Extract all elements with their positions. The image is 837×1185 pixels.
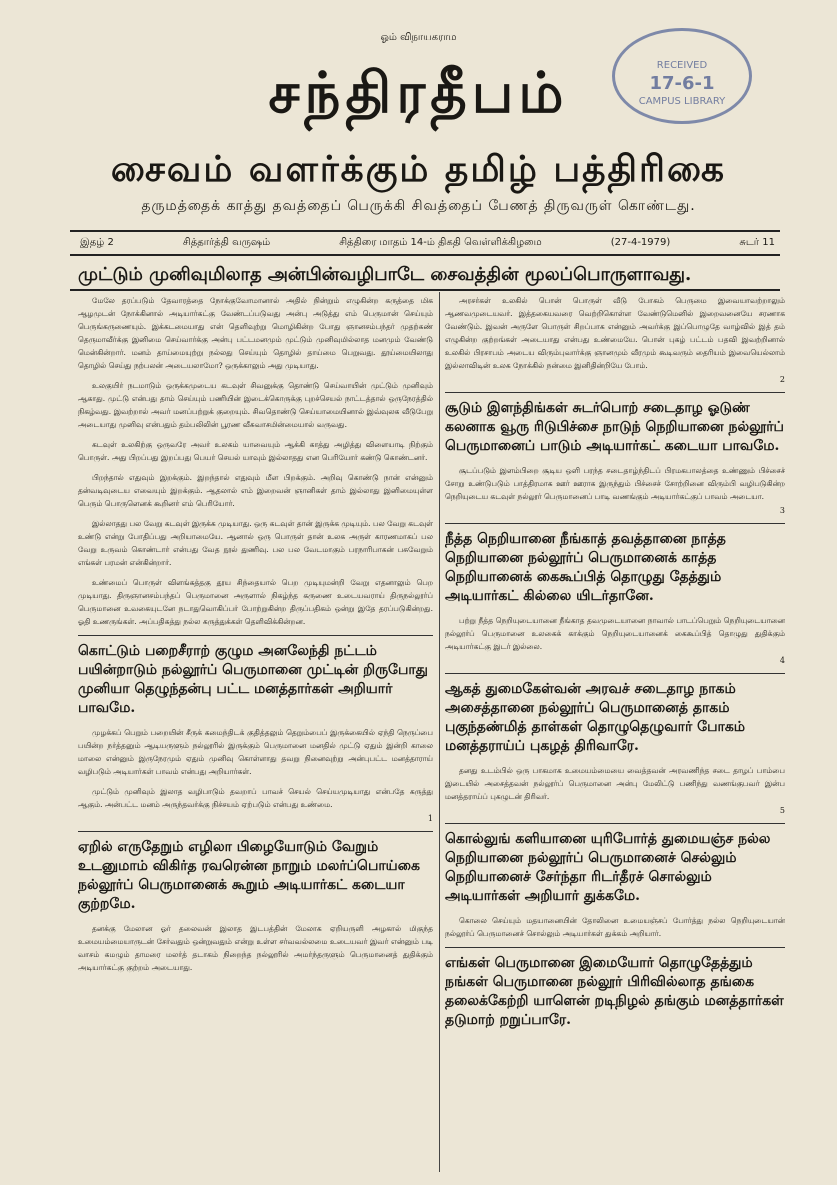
headline-rule (70, 289, 780, 291)
verse-explanation: சூடப்படும் இளம்பிறை சூடிய ஒளி பரந்த சடைதாழ்ந்திடப் பிரமகபாலத்தை உண்ணும் பிச்சைச் சோறு உண்டுபடும் பாத்திரமாக ஊர் ஊராக இருந்தும் பிச்சைச் சோற்றினை விரும்பி வழிபடுகின்ற நெறியுடைய கடவுள் நல்லூர் பெருமானைப் பாடி வணங்கும் அடியார்கட்குப் பாவம் அடையா. (445, 466, 785, 501)
invocation: ஓம் விநாயகராம (380, 32, 457, 43)
verse-heading: எங்கள் பெருமானை இமையோர் தொழுதேத்தும் நங்கள் பெருமானை நல்லூர் பிரிவில்லாத தங்கை தலைக்கேற்றி யாளென் றடிநிழல் தங்கும் மனத்தார்கள் தடுமாற் றறுப்பாரே. (445, 947, 785, 1030)
verse-explanation: கொலை செய்யும் மதயானையின் தோலினை உமையஞ்சப் போர்த்து நல்ல நெறியுடையான் நல்லூர்ப் பெருமானைச் சொல்லும் அடியார்கள் துக்கம் அறியார். (445, 916, 785, 938)
masthead-title: சந்திரதீபம் (268, 60, 569, 126)
top-rule (70, 230, 780, 232)
verse-explanation: தனது உடம்பில் ஒரு பாகமாக உமையம்மையை வைத்தவன் அரவணிந்த சடை தாழப் பாம்பை இடையில் அசைத்தவன் நல்லூர்ப் பெருமானை அன்பு மேலிட்டு பணிந்து வணங்குபவர் இன்ப மனத்தராய்ப் புகழுடன் திரிவர். (445, 766, 785, 801)
verse-number: 4 (779, 656, 785, 665)
verse-number: 2 (779, 375, 785, 384)
left-column (78, 294, 433, 1174)
paragraph: பிறந்தால் எதுவும் இறக்கும். இறந்தால் எதுவும் மீள பிறக்கும். அறிவு கொண்டு நான் என்னும் தன்வடிவுடைய எவையும் இறக்கும். ஆதலால் எம் இறைவன் ஞானிகள் தாம் இல்லாது இனிமையுள்ள பெரும் பொருளெனக் கூறினர் எம் பெரியோர். (78, 473, 433, 508)
verse-number: 3 (779, 506, 785, 515)
issue-era: சித்தார்த்தி வருஷம் (182, 237, 271, 248)
main-headline: முட்டும் முனிவுமிலாத அன்பின்வழிபாடே சைவத்தின் மூலப்பொருளாவது. (78, 264, 692, 285)
verse-heading: சூடும் இளந்திங்கள் சுடர்பொற் சடைதாழ ஓடுண் கலனாக வூரு ரிடுபிச்சை நாடுந் நெறியானை நல்லூர்ப் பெருமானைப் பாடும் அடியார்கட் கடையா பாவமே. (445, 392, 785, 456)
verse-heading: நீத்த நெறியானை நீங்காத் தவத்தானை நாத்த நெறியானை நல்லூர்ப் பெருமானைக் காத்த நெறியானைக் கைகூப்பித் தொழுது தேத்தும் அடியார்கட் கில்லை யிடர்தானே. (445, 523, 785, 606)
paragraph: உண்மைப் பொருள் விளங்கத்தகு தூய சிந்தையால் பெற முடியுமன்றி வேறு எதனாலும் பெற முடியாது. திருஞானசம்பந்தப் பெருமானை அருளால் நிகழ்ந்த கருணை உடையவராய் திருநல்லூர்ப் பெருமானை உவகையுடனே நடாதுவொகிப்பர் போற்றுகின்ற திருப்பதிகம் ஒன்று இதே தரப்படுகின்றது. ஓதி உணருங்கள். அப்பதிகத்து நல்ல கருத்துக்கள் தெளிவிக்கின்றன. (78, 578, 433, 626)
stamp-received: RECEIVED (656, 60, 708, 71)
stamp-date: 17-6-1 (649, 73, 715, 94)
paragraph: மேலே தரப்படும் தேவாரத்தை நோக்குவோமானால் அதில் நின்றும் எழுகின்ற கருத்தை மிக ஆழமுடன் நோக்கினால் அடியார்கட்கு வேண்டப்படுவது அன்பு அடுத்து எம் பெருமான் செய்யும் பெருங்கருணையும். இக்கடமையாது என் தெளிவுற்று மொழிகின்ற போது ஞானசம்பந்தர் முதற்கண் தெருமாவீர்க்கு இனிமை செய்வார்க்கு அன்பு பட்டமனமும் முட்டும் முனிவுமில்லாத மனமும் வேண்டு மென்கின்றார். மனம் தாய்மையுற்று நல்லது செய்யும் தொழில் தாய்மை பெறுவது. தூய்மையிலாது தொழில் செய்து நற்பலன் அடையலாமோ? ஒருக்காலும் அது முடியாது. (78, 296, 433, 370)
stamp-library: CAMPUS LIBRARY (638, 96, 726, 107)
verse-heading: கொல்லுங் களியானை யுரிபோர்த் துமையஞ்ச நல்ல நெறியானை நல்லூர்ப் பெருமானைச் செல்லும் நெறியானைச் சேர்ந்தா ரிடர்தீரச் சொல்லும் அடியார்கள் அறியார் துக்கமே. (445, 823, 785, 906)
verse-number: 5 (779, 806, 785, 815)
column-divider (439, 292, 440, 1172)
issue-number: இதழ் 2 (80, 237, 114, 248)
paragraph: இல்லாதது பல வேறு கடவுள் இருக்க முடியாது. ஒரு கடவுள் தான் இருக்க முடியும். பல வேறு கடவுள் உண்டு என்று போதிப்பது அறியாமையே. ஆனால் ஒரு பொருள் தான் உலக அருள் காரணமாகப் பல வேறு உருவம் கொண்டார் என்பது வேத நூல் துணிவு. பல பல வேடமாகும் பரநாரிபாகன் பசுவேறும் எங்கள் பரமன் என்கின்றார். (78, 519, 433, 567)
verse-heading: கொட்டும் பறைசீராற் குழும அனலேந்தி நட்டம் பயின்றாடும் நல்லூர்ப் பெருமானை முட்டின் றிருபோது முனியா தெழுந்தன்பு பட்ட மனத்தார்கள் அறியார் பாவமே. (78, 635, 433, 718)
verse-explanation: தனக்கு மேலான ஓர் தலைவன் இலாத இடபத்தின் மேலாக ஏறியருளி அழகால் மிகுந்த உமையம்மையாருடன் சேர்வதும் ஒன்றுவதும் என்று உள்ள சர்வவல்லமை உடையவர் இவர் என்னும் படி வாசம் கமழும் தாமரை மலர்த் தடாகம் நிறைந்த நல்லூரில் அமர்ந்தருளும் பெருமானைத் துதிக்கும் அடியார்கட்கு குற்றம் அடையாது. (78, 924, 433, 972)
verse-number: 1 (427, 814, 433, 823)
verse-explanation: முழக்கப் பெறும் பறையின் சீருக் கமைந்திடக் குதித்தலும் தெறும்பைப் இருக்கையில் ஏந்தி நெருப்பை பயின்ற நர்த்தனும் ஆடியருளும் நல்லூரில் இருக்கும் பெருமானை மனதில் முட்டு ஏதும் இன்றி காலை மாலை என்னும் இருநேரமும் ஏதும் முனிவு கொள்ளாது தவறு நினைவுற்று அன்புபட்ட மனத்தாராய் வழிபடும் அடியார்கள் பாவம் என்பது அறியார்கள். (78, 728, 433, 776)
right-column (445, 294, 785, 1174)
issue-rule (70, 254, 780, 256)
verse-explanation: முட்டும் முனிவும் இலாத வழிபாடும் தவறாப் பாவச் செயல் செய்யமுடியாது என்பதே கருத்து ஆகும். அன்பட்ட மனம் அருந்தவர்க்கு நிச்சயம் ஏற்படும் என்பது உண்மை. (78, 787, 433, 809)
issue-date: (27-4-1979) (610, 237, 671, 248)
verse-heading: ஆகத் துமைகேள்வன் அரவச் சடைதாழ நாகம் அசைத்தானை நல்லூர்ப் பெருமானைத் தாகம் புகுந்தண்மித் தாள்கள் தொழுதெழுவார் போகம் மனத்தராய்ப் புகழத் திரிவாரே. (445, 673, 785, 756)
paragraph: அரசர்கள் உலகில் பொன் பொருள் வீடு போகம் பெருமை இவையாவற்றாலும் ஆணவமுடையவர். இத்தகையவரை வெற்றிகொள்ள வேண்டுமெனில் இறைவனையே சரணாக வேண்டும். இவன் அருளே பொருள் சிறப்பாக என்னும் அவர்க்கு இப்பொழுதே வாழ்வில் இத் தம் எழுகின்ற குற்றங்கள் அடையாது என்பது உண்மையே. பொன் புகழ் பட்டம் பதவி இவற்றினால் உலகில் பிரசாபம் அடைய விரும்புவார்க்கு ஞானமும் வீரமும் கூடிவரும் தைரியம் இவையெல்லாம் இல்லாவிடின் உலக நோக்கில் நன்மை இனிதின்றியே போம். (445, 296, 785, 370)
paragraph: உலகுயிர் நடமாடும் ஒருக்கமுடைய கடவுள் சிவனுக்கு தொண்டு செய்வாயின் முட்டும் முனிவும் ஆகாது. முட்டு என்பது தாம் செய்யும் பணியின் இடைக்கொருக்கு புறச்செயல் நாட்டத்தால் ஒருநேரத்தில் நிகழ்வது. இவற்றால் அவர் மனப்பற்றுக் குறையும். சிவதொண்டு செய்யாமையினால் இவ்வுலக வீடுபேறு அடையாது முனிவு என்பதும் தம்பலிலின் பூரண வீசுவாசமின்மையால் வருவது. (78, 381, 433, 429)
paragraph: கடவுள் உலகிற்கு ஒருவரே அவர் உலகம் யாவையும் ஆக்கி காத்து அழித்து விளையாடி நிற்கும் பொருள். அது பிறப்பது இறப்பது பெயர் செயல் யாவும் இல்லாதது என பெரியோர் கண்டு கொண்டனர். (78, 440, 433, 462)
verse-explanation: பற்று நீத்த நெறியுடையானை நீங்காத தவமுடையானை நாவால் பாடப்பெறும் நெறியுடையானை நல்லூர்ப் பெருமானை உலகைக் காக்கும் நெறியுடையானைக் கைகூப்பித் தொழுது துதிக்கும் அடியார்கட்கு இடர் இல்லை. (445, 616, 785, 651)
masthead-subtitle: சைவம் வளர்க்கும் தமிழ் பத்திரிகை (110, 148, 727, 190)
verse-heading: ஏறில் எருதேறும் எழிலா பிழையோடும் வேறும் உடனுமாம் விகிர்த ரவரென்ன நாறும் மலர்ப்பொய்கை நல்லூர்ப் பெருமானைக் கூறும் அடியார்கட் கடையா குற்றமே. (78, 831, 433, 914)
masthead-motto: தருமத்தைக் காத்து தவத்தைப் பெருக்கி சிவத்தைப் பேணத் திருவருள் கொண்டது. (141, 198, 696, 214)
issue-line (80, 237, 775, 249)
issue-price: சுடர் 11 (739, 237, 775, 248)
issue-month-date: சித்திரை மாதம் 14-ம் திகதி வெள்ளிக்கிழமை (339, 237, 542, 248)
